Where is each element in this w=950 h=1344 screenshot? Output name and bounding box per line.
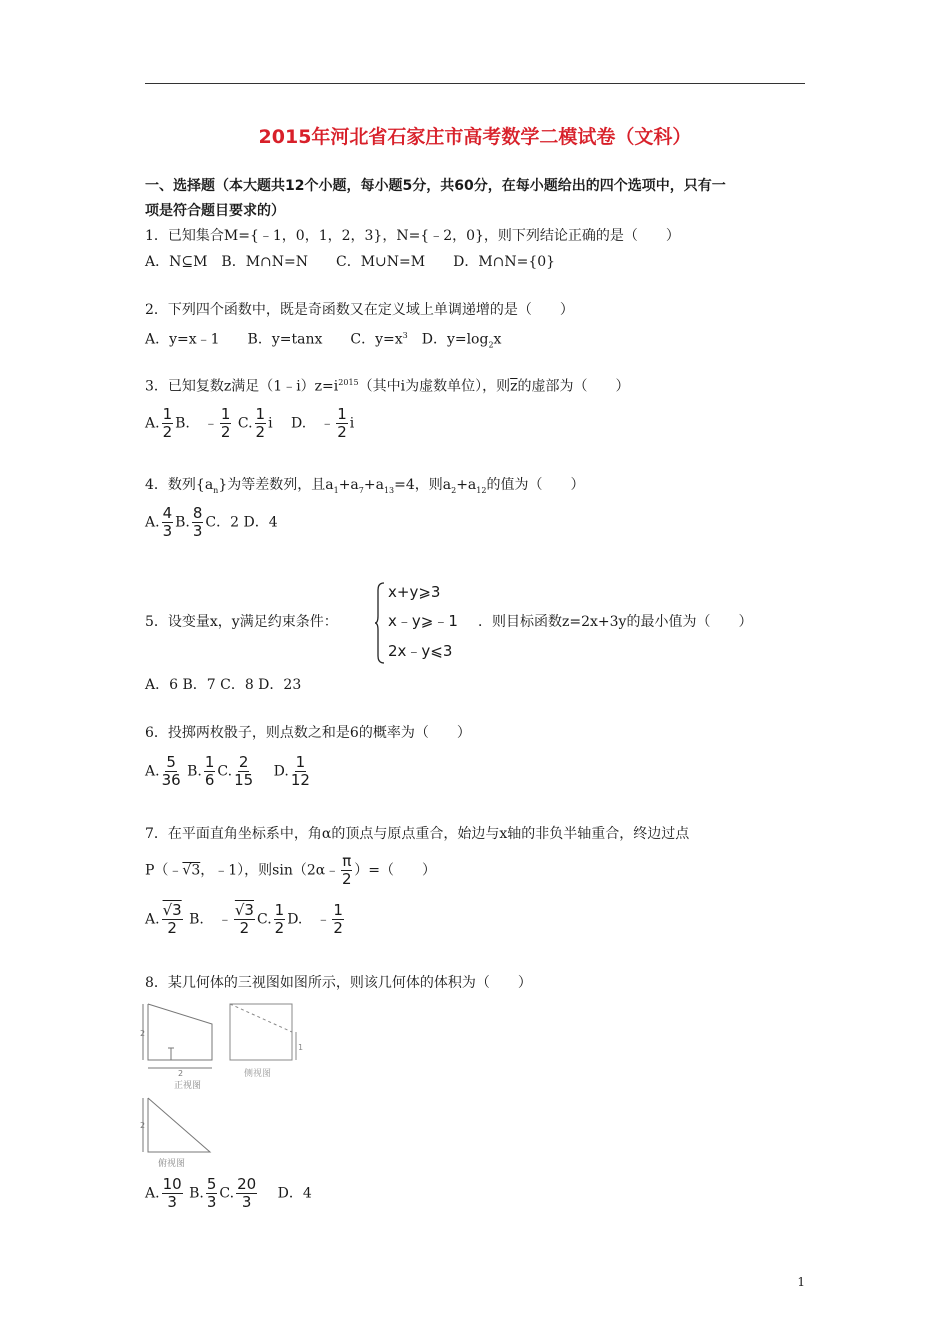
q2-exp: 3	[402, 331, 408, 340]
q8-stem: 8．某几何体的三视图如图所示，则该几何体的体积为（ ）	[145, 975, 532, 991]
q3-b-label: B. ﹣	[175, 415, 218, 432]
brace-icon	[374, 582, 386, 664]
q6-a-num: 5	[166, 753, 176, 771]
q3-b-num: 1	[220, 405, 231, 423]
top-view-label: 俯视图	[158, 1159, 186, 1169]
q7-d-label: D. ﹣	[287, 911, 331, 928]
q4-b-frac	[192, 505, 204, 540]
q1-stem: 1．已知集合M={﹣1，0，1，2，3}，N={﹣2，0}，则下列结论正确的是（ ）	[145, 228, 680, 244]
q3-b-frac	[220, 406, 232, 441]
q3-d-frac	[336, 406, 348, 441]
q3-a-den: 2	[162, 423, 173, 441]
q7-b-den: 2	[239, 919, 250, 937]
q6-b-label: B.	[187, 763, 202, 780]
q7-c-frac	[274, 902, 286, 937]
q8-c-frac	[236, 1176, 257, 1211]
q7-pi-num: π	[342, 852, 352, 870]
q6-d-num: 1	[295, 753, 306, 771]
q3-a-num: 1	[162, 405, 173, 423]
q7-p-a: P（﹣	[145, 862, 183, 879]
q4-s4: 13	[383, 485, 395, 495]
q8-b-num: 5	[206, 1175, 217, 1193]
q4-s5: 2	[451, 485, 457, 495]
q4-a: 4．数列{a	[145, 477, 214, 493]
q4-a-label: A.	[145, 514, 160, 531]
q7-p-b: ，﹣1），则sin（2α﹣	[200, 862, 340, 879]
q3-stem-c: 的虚部为（ ）	[517, 378, 630, 395]
section-heading: 一、选择题（本大题共12个小题，每小题5分，共60分，在每小题给出的四个选项中，只有一	[145, 178, 726, 194]
three-view-figure	[138, 998, 313, 1173]
q3-a-label: A.	[145, 415, 160, 432]
q8-a-label: A.	[145, 1185, 160, 1202]
q4-b-den: 3	[192, 522, 203, 540]
q7-a-den: 2	[167, 919, 177, 937]
q6-c-den: 15	[234, 771, 254, 789]
q7-a-frac	[162, 902, 183, 937]
q4-a-frac	[162, 505, 174, 540]
q3-d-label: D. ﹣	[291, 415, 335, 432]
front-dim-height: 2	[140, 1029, 146, 1038]
q7-b-frac	[234, 902, 255, 937]
q4-options	[145, 505, 278, 540]
q4-b: }为等差数列，且a	[218, 477, 334, 493]
q6-stem: 6．投掷两枚骰子，则点数之和是6的概率为（ ）	[145, 725, 471, 741]
q3-c-frac	[255, 406, 267, 441]
q3-stem	[145, 373, 630, 397]
q3-stem-a: 3．已知复数z满足（1﹣i）z=i	[145, 378, 339, 395]
q4-s6: 12	[476, 485, 487, 495]
q3-c-den: 2	[255, 423, 266, 441]
q7-p-c: ）=（ ）	[354, 862, 436, 879]
q7-b-label: B. ﹣	[189, 911, 232, 928]
q3-d-num: 1	[337, 405, 347, 423]
q8-b-den: 3	[206, 1193, 217, 1211]
q2-opt-d-end: x	[493, 331, 502, 348]
q3-b-den: 2	[220, 423, 231, 441]
q7-c-den: 2	[274, 919, 285, 937]
q7-d-num: 1	[333, 901, 343, 919]
q4-c: +a	[338, 477, 359, 493]
q4-stem	[145, 475, 584, 501]
q8-c-label: C.	[219, 1185, 235, 1202]
q7-pi-frac	[341, 853, 352, 888]
q8-options	[145, 1176, 312, 1211]
q3-options	[145, 406, 354, 441]
q6-b-num: 1	[204, 753, 215, 771]
q3-c-num: 1	[255, 405, 266, 423]
q6-b-den: 6	[204, 771, 215, 789]
q7-pi-den: 2	[341, 870, 352, 888]
q5-options: A．6 B．7 C．8 D．23	[145, 677, 302, 693]
q7-a-label: A.	[145, 911, 160, 928]
q6-a-label: A.	[145, 763, 160, 780]
q7-c-num: 1	[274, 901, 285, 919]
front-view-label: 正视图	[174, 1081, 202, 1091]
q6-c-label: C.	[217, 763, 233, 780]
q8-d: D．4	[277, 1185, 312, 1202]
q4-s3: 7	[358, 485, 364, 495]
side-dim: 1	[298, 1043, 304, 1052]
q7-options	[145, 902, 346, 937]
q8-c-num: 20	[237, 1175, 257, 1193]
q4-g: 的值为（ ）	[486, 477, 585, 493]
q8-a-frac	[162, 1176, 183, 1211]
q2-base: 2	[488, 340, 494, 350]
header-rule	[145, 83, 805, 84]
q6-b-frac	[204, 754, 216, 789]
q6-d-frac	[291, 754, 310, 789]
q7-sqrt: √3	[182, 862, 201, 879]
q4-s2: 1	[333, 485, 339, 495]
q5-constraint-3: 2x﹣y⩽3	[388, 642, 453, 660]
q3-stem-b: （其中i为虚数单位），则	[358, 378, 511, 395]
q6-d-den: 12	[290, 771, 310, 789]
q4-s1: n	[213, 485, 219, 495]
q2-opt-abc: A．y=x﹣1 B．y=tanx C．y=x	[145, 331, 403, 348]
q3-d-end: i	[349, 415, 355, 432]
q2-stem: 2．下列四个函数中，既是奇函数又在定义域上单调递增的是（ ）	[145, 302, 574, 318]
q6-a-den: 36	[161, 771, 181, 789]
q5-constraint-2: x﹣y⩾﹣1	[388, 612, 458, 630]
q4-a-num: 4	[162, 504, 173, 522]
q4-d: +a	[363, 477, 384, 493]
q8-c-den: 3	[241, 1193, 252, 1211]
q7-a-num: √3	[162, 901, 182, 919]
q8-b-label: B.	[189, 1185, 204, 1202]
q5-constraint-1: x+y⩾3	[388, 583, 441, 601]
q3-d-den: 2	[337, 423, 347, 441]
q4-b-label: B.	[175, 514, 190, 531]
page-title: 2015年河北省石家庄市高考数学二模试卷（文科）	[258, 126, 692, 148]
q6-options	[145, 754, 312, 789]
q3-exp: 2015	[338, 378, 359, 387]
q8-b-frac	[206, 1176, 218, 1211]
q7-b-num: √3	[234, 901, 254, 919]
q7-stem-cont	[145, 853, 436, 888]
front-view	[143, 1004, 212, 1068]
front-dim-width: 2	[178, 1069, 184, 1078]
q6-d-label: D.	[273, 763, 289, 780]
side-view-label: 侧视图	[244, 1069, 272, 1079]
q3-a-frac	[162, 406, 174, 441]
page-number: 1	[797, 1275, 805, 1289]
q7-c-label: C.	[256, 911, 272, 928]
q3-c-end: i	[268, 415, 273, 432]
section-heading-cont: 项是符合题目要求的）	[145, 203, 285, 219]
top-view	[143, 1098, 210, 1152]
q6-c-num: 2	[238, 753, 249, 771]
q4-a-den: 3	[162, 522, 173, 540]
q2-opt-d: D．y=log	[421, 331, 489, 348]
q4-f: +a	[456, 477, 477, 493]
q5-stem: 5．设变量x，y满足约束条件：	[145, 614, 338, 630]
q2-options	[145, 326, 501, 355]
q4-e: =4，则a	[394, 477, 452, 493]
q5-tail: ．则目标函数z=2x+3y的最小值为（ ）	[478, 614, 753, 630]
q3-c-label: C.	[237, 415, 253, 432]
q4-b-num: 8	[192, 504, 203, 522]
q8-a-den: 3	[167, 1193, 177, 1211]
q4-rest: C．2 D．4	[205, 514, 278, 531]
q3-zbar: $\overline{z}$	[510, 378, 518, 395]
q7-d-frac	[332, 902, 344, 937]
q6-a-frac	[162, 754, 181, 789]
q6-c-frac	[234, 754, 253, 789]
top-dim: 2	[140, 1121, 146, 1130]
side-view	[230, 1004, 296, 1060]
q7-stem: 7．在平面直角坐标系中，角α的顶点与原点重合，始边与x轴的非负半轴重合，终边过点	[145, 826, 690, 842]
q7-d-den: 2	[333, 919, 343, 937]
q1-options: A．N⊆M B．M∩N=N C．M∪N=M D．M∩N={0}	[145, 254, 556, 270]
q8-a-num: 10	[162, 1175, 182, 1193]
